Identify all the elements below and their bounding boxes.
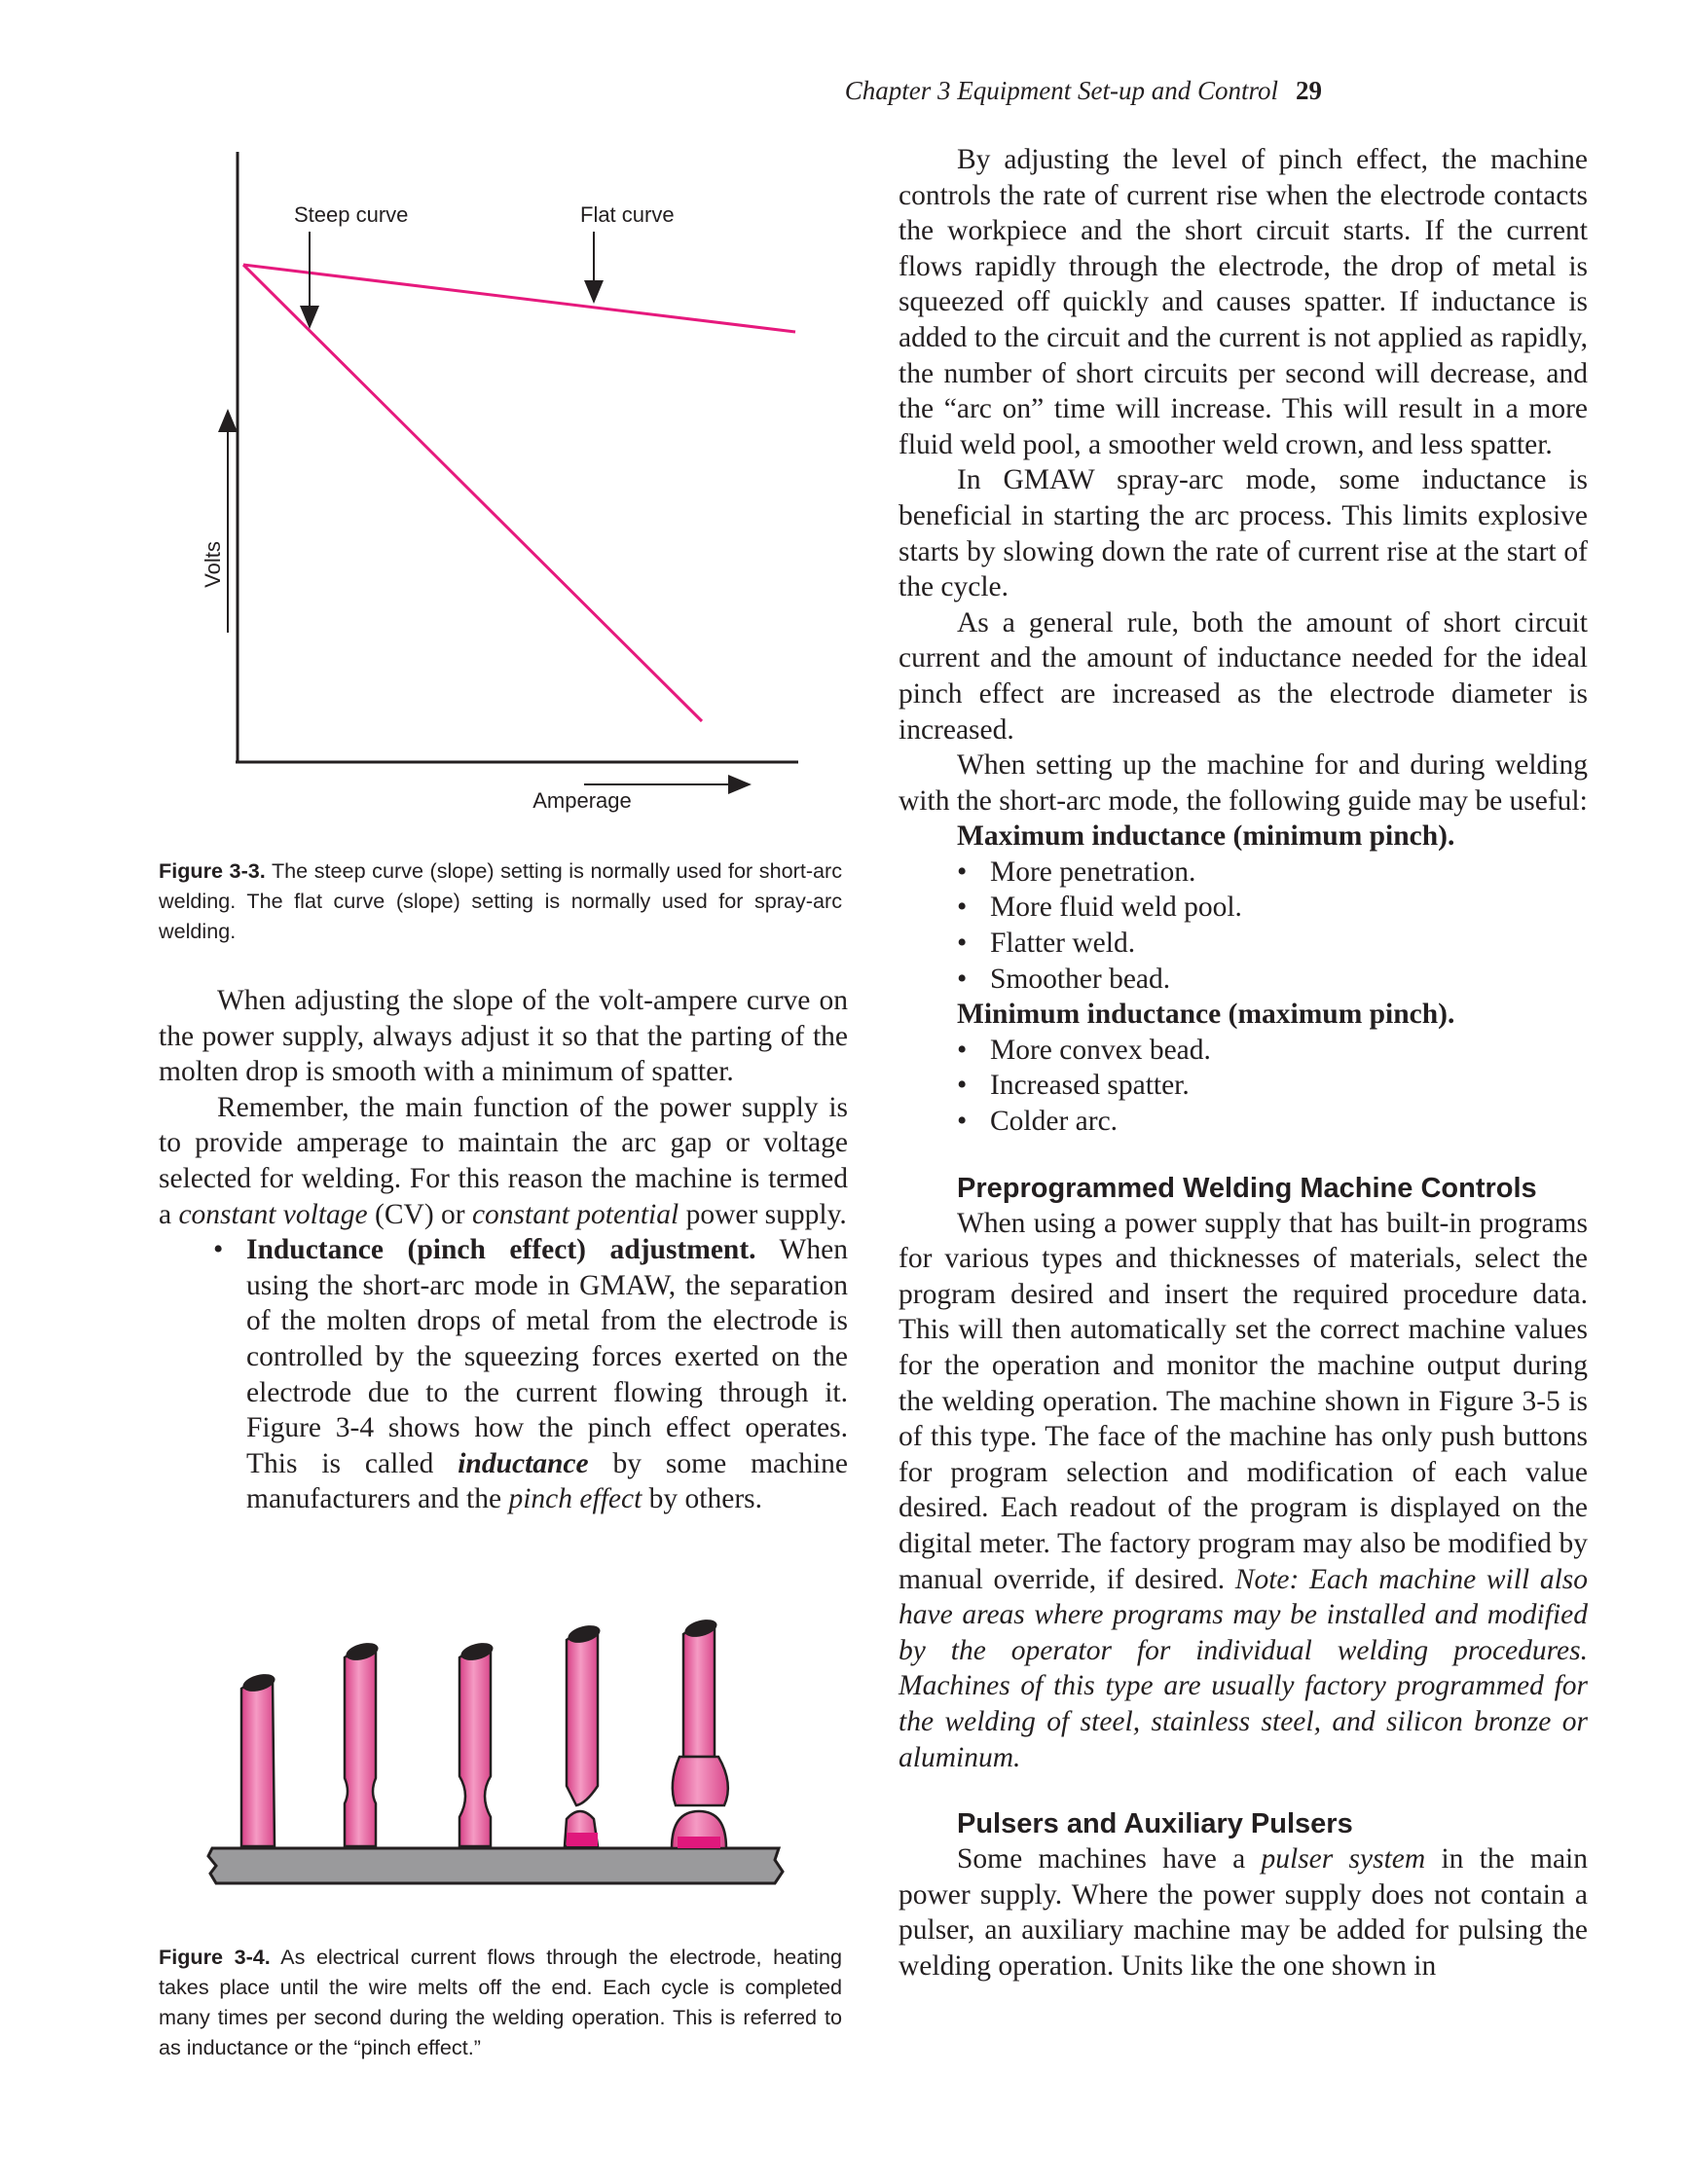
figure-3-4-caption [159, 1942, 842, 2062]
flat-curve-line [243, 265, 795, 332]
list-item-text: Colder arc. [990, 1106, 1119, 1138]
guide-intro-paragraph: When setting up the machine for and during welding with the short-arc mode, the following guide may be useful: [899, 749, 1588, 817]
bullet-icon: • [957, 1070, 968, 1102]
electrode-stage-4 [565, 1622, 602, 1846]
text-run: (CV) or [367, 1198, 472, 1230]
list-item [957, 1104, 1588, 1140]
list-item [957, 926, 1588, 962]
text-run: by others. [642, 1483, 762, 1515]
emphasis-constant-voltage: constant voltage [178, 1198, 368, 1230]
bullet-icon: • [957, 855, 968, 888]
text-run: Some machines have a [957, 1843, 1262, 1875]
figure-3-3-caption-text: The steep curve (slope) setting is normally used for short-arc welding. The flat curve (slope) setting is normally used for spray-arc welding. [159, 858, 843, 943]
general-rule-paragraph: As a general rule, both the amount of short circuit current and the amount of inductance needed for the ideal pinch effect are increased as the electrode diameter is increased. [899, 606, 1588, 746]
figure-3-4-caption-text: As electrical current flows through the electrode, heating takes place until the wire melts off the end. Each cycle is completed many times per second during the welding operation. This is referred to as inductance or the “pinch effect.” [159, 1945, 842, 2059]
list-item [957, 962, 1588, 998]
page-number: 29 [1296, 76, 1322, 105]
x-axis-label: Amperage [532, 788, 632, 813]
bullet-icon: • [957, 1106, 968, 1138]
list-item [957, 890, 1588, 926]
spray-arc-paragraph: In GMAW spray-arc mode, some inductance is beneficial in starting the arc process. This limits explosive starts by slowing down the rate of current rise at the start of the cycle. [899, 464, 1588, 603]
slope-paragraph: When adjusting the slope of the volt-ampere curve on the power supply, always adjust it so that the parting of the molten drop is smooth with a minimum of spatter. [159, 985, 848, 1088]
figure-3-3-volt-ampere-graph [156, 136, 818, 837]
max-inductance-heading: Maximum inductance (minimum pinch). [957, 820, 1455, 853]
text-run: When using the short-arc mode in GMAW, the separation of the molten drops of metal from the electrode is controlled by the squeezing forces exerted on the electrode due to the current flowing through it. Figure 3-4 shows how the pinch effect operates. This is called [246, 1234, 848, 1479]
bullet-icon: • [957, 1034, 968, 1066]
right-column [899, 142, 1588, 1984]
bullet-heading: Inductance (pinch effect) adjustment. [246, 1234, 756, 1266]
steep-curve-line [243, 265, 702, 721]
text-run: by some machine manufacturers and the [246, 1447, 848, 1515]
list-item-text: More fluid weld pool. [990, 892, 1242, 924]
pulsers-paragraph [899, 1841, 1588, 1984]
emphasis-inductance: inductance [458, 1447, 589, 1479]
electrode-stage-1 [241, 1671, 277, 1846]
inductance-bullet-text [246, 1232, 848, 1517]
text-run: power supply. [679, 1198, 847, 1230]
electrode-stage-3 [459, 1640, 495, 1846]
electrode-stage-5 [672, 1617, 728, 1848]
min-inductance-list [957, 1033, 1588, 1140]
section-heading-preprogrammed: Preprogrammed Welding Machine Controls [957, 1172, 1537, 1204]
workpiece-plate [208, 1848, 783, 1883]
list-item-text: Flatter weld. [990, 928, 1136, 960]
section-heading-pulsers: Pulsers and Auxiliary Pulsers [957, 1808, 1353, 1840]
preprogrammed-paragraph [899, 1206, 1588, 1776]
list-item [957, 1068, 1588, 1104]
bullet-icon: • [213, 1234, 224, 1266]
text-run: When using a power supply that has built-in programs for various types and thicknesses of materials, select the program desired and insert the required procedure data. This will then automatically set the correct machine values for the operation and monitor the machine output during the welding operation. The machine shown in Figure 3-5 is of this type. The face of the machine has only push buttons for program selection and modification of each value desired. Each readout of the program is displayed on the digital meter. The factory program may also be modified by manual override, if desired. [899, 1207, 1588, 1595]
figure-3-3-caption [159, 855, 842, 946]
list-item-text: More convex bead. [990, 1034, 1211, 1066]
chapter-title: Chapter 3 Equipment Set-up and Control [844, 76, 1278, 105]
y-axis-label: Volts [201, 541, 225, 588]
electrode-stage-2 [345, 1640, 381, 1846]
bullet-icon: • [957, 963, 968, 995]
running-head [845, 76, 1322, 106]
list-item [957, 1033, 1588, 1069]
text-run: Remember, the main function of the power supply is to provide amperage to maintain the arc gap or voltage selected for welding. For this reason the machine is termed a [159, 1091, 848, 1230]
bullet-icon: • [957, 928, 968, 960]
figure-3-3-label: Figure 3-3. [159, 858, 266, 883]
power-supply-paragraph [159, 1090, 848, 1232]
bullet-icon: • [957, 892, 968, 924]
note-text: Note: Each machine will also have areas where programs may be installed and modified by the operator for individual welding procedures. Machines of this type are usually factory programmed for the welding of steel, stainless steel, and silicon bronze or aluminum. [899, 1563, 1588, 1773]
steep-curve-label: Steep curve [294, 202, 409, 227]
pinch-rate-paragraph: By adjusting the level of pinch effect, the machine controls the rate of current rise when the electrode contacts the workpiece and the short circuit starts. If the current flows rapidly through the electrode, the drop of metal is squeezed off quickly and causes spatter. If inductance is added to the circuit and the current is not applied as rapidly, the number of short circuits per second will decrease, and the “arc on” time will increase. This will result in a more fluid weld pool, a smoother weld crown, and less spatter. [899, 144, 1588, 460]
list-item-text: Smoother bead. [990, 963, 1171, 995]
figure-3-4-pinch-effect-illustration [204, 1611, 808, 1912]
flat-curve-label: Flat curve [580, 202, 675, 227]
max-inductance-list [957, 855, 1588, 997]
emphasis-constant-potential: constant potential [471, 1198, 679, 1230]
figure-3-4-label: Figure 3-4. [159, 1945, 271, 1969]
emphasis-pinch-effect: pinch effect [508, 1483, 642, 1515]
text-run: in the main power supply. Where the power supply does not contain a pulser, an auxiliary machine may be added for pulsing the welding operation. Units like the one shown in [899, 1843, 1588, 1982]
emphasis-pulser-system: pulser system [1261, 1843, 1426, 1875]
inductance-bullet [213, 1232, 848, 1517]
list-item-text: More penetration. [990, 855, 1196, 888]
left-column [159, 983, 848, 1517]
min-inductance-heading: Minimum inductance (maximum pinch). [957, 999, 1455, 1031]
list-item [957, 855, 1588, 891]
list-item-text: Increased spatter. [990, 1070, 1190, 1102]
